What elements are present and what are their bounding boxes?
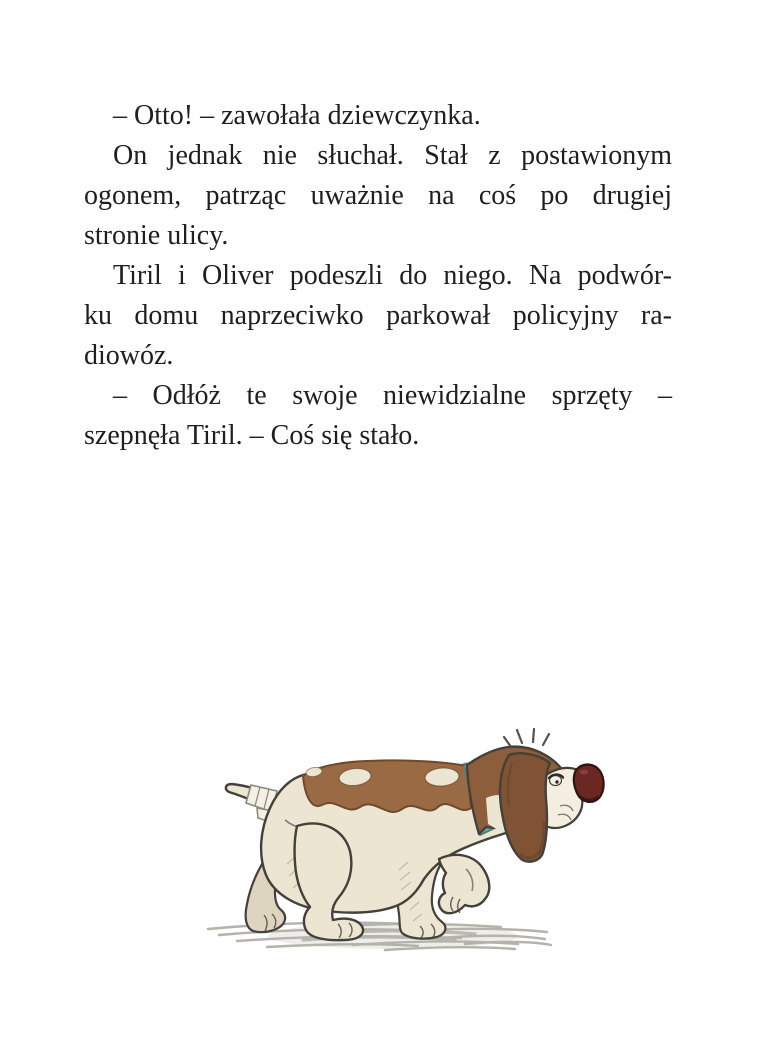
text-line: – Odłóż te swoje niewidzialne sprzęty – xyxy=(113,380,672,411)
text-line: ogonem, patrząc uważnie na coś po drugiej xyxy=(84,180,672,211)
sniff-lines-icon xyxy=(504,729,549,747)
dog-ear xyxy=(500,753,550,861)
text-line: stronie ulicy. xyxy=(84,220,229,251)
paragraph xyxy=(84,96,672,136)
story-text xyxy=(84,96,672,456)
text-line: szepnęła Tiril. – Coś się stało. xyxy=(84,420,420,451)
dog-nose xyxy=(574,764,604,801)
text-line: diowóz. xyxy=(84,340,174,371)
paragraph xyxy=(84,376,672,456)
paragraph xyxy=(84,256,672,376)
text-line: ku domu naprzeciwko parkował policyjny ra- xyxy=(84,300,672,331)
paragraph xyxy=(84,136,672,256)
dog-illustration xyxy=(203,718,623,973)
text-line: – Otto! – zawołała dziewczynka. xyxy=(113,100,481,131)
text-line: On jednak nie słuchał. Stał z postawionym xyxy=(113,140,672,171)
text-line: Tiril i Oliver podeszli do niego. Na podwór- xyxy=(113,260,672,291)
dog-raised-front-leg xyxy=(439,855,489,913)
